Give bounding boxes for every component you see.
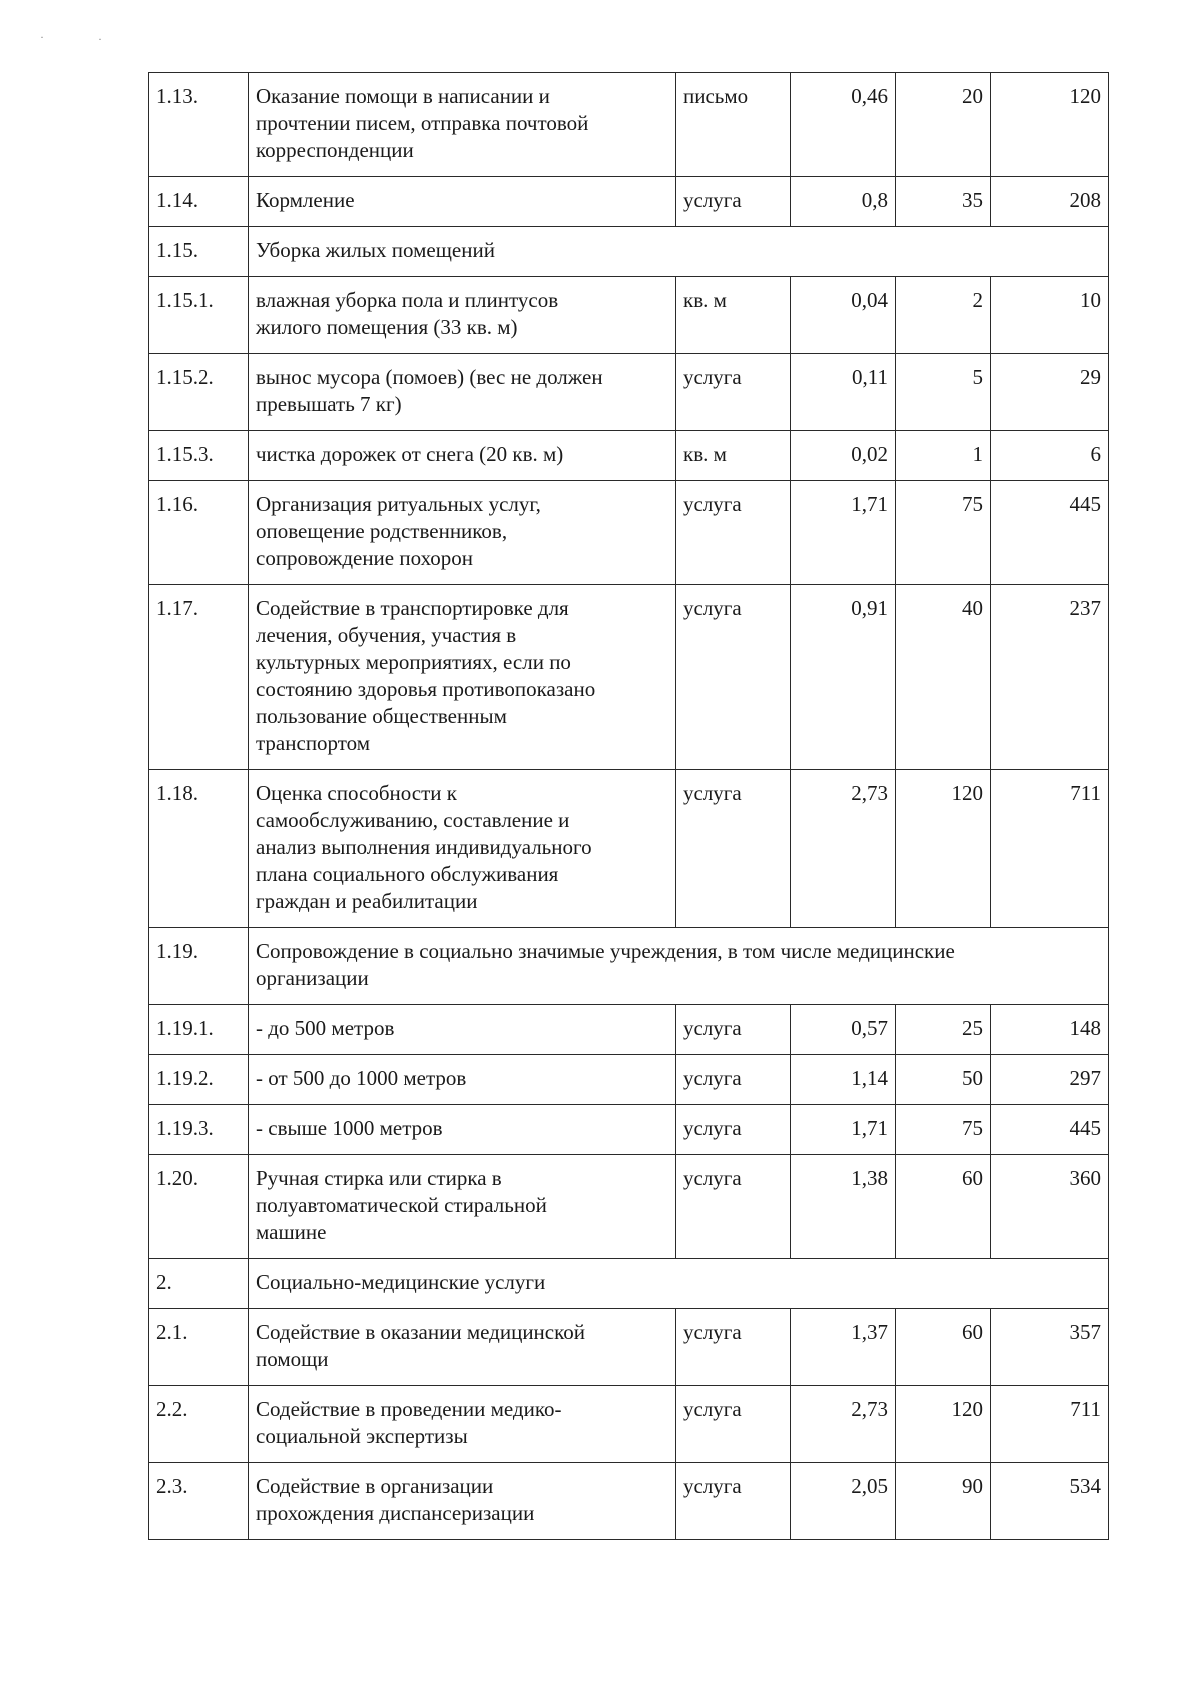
value-3-cell-text: 6 bbox=[1090, 442, 1101, 466]
service-name-cell bbox=[249, 177, 676, 227]
row-number-cell-text: 1.15.2. bbox=[156, 365, 214, 389]
service-name-cell bbox=[249, 1105, 676, 1155]
row-number-cell-text: 2.1. bbox=[156, 1320, 188, 1344]
value-2-cell-text: 90 bbox=[962, 1474, 983, 1498]
table-body bbox=[149, 73, 1109, 1540]
unit-cell bbox=[676, 277, 791, 354]
service-name-cell-text: - до 500 метров bbox=[256, 1016, 395, 1040]
service-name-cell bbox=[249, 585, 676, 770]
value-3-cell bbox=[991, 481, 1109, 585]
value-2-cell bbox=[896, 1386, 991, 1463]
table-row bbox=[149, 585, 1109, 770]
scan-speck: · bbox=[40, 30, 44, 44]
value-1-cell-text: 0,8 bbox=[861, 188, 888, 212]
unit-cell-text: кв. м bbox=[683, 288, 727, 312]
row-number-cell bbox=[149, 1309, 249, 1386]
row-number-cell-text: 1.20. bbox=[156, 1166, 198, 1190]
service-name-cell bbox=[249, 1005, 676, 1055]
row-number-cell bbox=[149, 1055, 249, 1105]
value-3-cell-text: 445 bbox=[1069, 492, 1101, 516]
row-number-cell bbox=[149, 431, 249, 481]
value-2-cell-text: 60 bbox=[962, 1320, 983, 1344]
table-row bbox=[149, 277, 1109, 354]
service-name-cell-text: чистка дорожек от снега (20 кв. м) bbox=[256, 442, 564, 466]
service-name-cell bbox=[249, 481, 676, 585]
value-1-cell bbox=[791, 1155, 896, 1259]
row-number-cell-text: 2. bbox=[156, 1270, 172, 1294]
section-title-cell-text: Уборка жилых помещений bbox=[256, 238, 495, 262]
unit-cell-text: услуга bbox=[683, 596, 742, 620]
value-2-cell bbox=[896, 770, 991, 928]
row-number-cell bbox=[149, 354, 249, 431]
row-number-cell bbox=[149, 1259, 249, 1309]
row-number-cell-text: 1.16. bbox=[156, 492, 198, 516]
table-row bbox=[149, 1463, 1109, 1540]
value-2-cell-text: 35 bbox=[962, 188, 983, 212]
value-3-cell-text: 10 bbox=[1080, 288, 1101, 312]
service-name-cell bbox=[249, 354, 676, 431]
value-3-cell bbox=[991, 1155, 1109, 1259]
value-2-cell bbox=[896, 481, 991, 585]
unit-cell-text: кв. м bbox=[683, 442, 727, 466]
unit-cell-text: услуга bbox=[683, 1066, 742, 1090]
value-1-cell bbox=[791, 1463, 896, 1540]
table-row bbox=[149, 1005, 1109, 1055]
row-number-cell-text: 1.19.3. bbox=[156, 1116, 214, 1140]
value-3-cell-text: 360 bbox=[1069, 1166, 1101, 1190]
value-2-cell bbox=[896, 431, 991, 481]
unit-cell bbox=[676, 73, 791, 177]
table-row bbox=[149, 1386, 1109, 1463]
value-3-cell-text: 445 bbox=[1069, 1116, 1101, 1140]
value-1-cell-text: 1,14 bbox=[851, 1066, 888, 1090]
value-3-cell-text: 148 bbox=[1069, 1016, 1101, 1040]
value-2-cell-text: 50 bbox=[962, 1066, 983, 1090]
services-table bbox=[148, 72, 1109, 1540]
value-2-cell bbox=[896, 1005, 991, 1055]
service-name-cell bbox=[249, 277, 676, 354]
unit-cell bbox=[676, 1005, 791, 1055]
service-name-cell-text: Кормление bbox=[256, 188, 355, 212]
service-name-cell-text: Содействие в организации прохождения диспансеризации bbox=[256, 1474, 535, 1525]
row-number-cell bbox=[149, 770, 249, 928]
value-3-cell bbox=[991, 1463, 1109, 1540]
table-row bbox=[149, 73, 1109, 177]
service-name-cell bbox=[249, 1055, 676, 1105]
value-2-cell-text: 120 bbox=[951, 1397, 983, 1421]
table-row bbox=[149, 1105, 1109, 1155]
value-1-cell bbox=[791, 585, 896, 770]
unit-cell-text: услуга bbox=[683, 365, 742, 389]
service-name-cell-text: Содействие в транспортировке для лечения, обучения, участия в культурных мероприятиях, если по состоянию здоровья противопоказано пользование общественным транспортом bbox=[256, 596, 596, 755]
value-2-cell bbox=[896, 1055, 991, 1105]
section-title-cell bbox=[249, 928, 1109, 1005]
value-3-cell-text: 534 bbox=[1069, 1474, 1101, 1498]
service-name-cell bbox=[249, 1155, 676, 1259]
value-3-cell bbox=[991, 354, 1109, 431]
row-number-cell bbox=[149, 481, 249, 585]
row-number-cell-text: 1.15. bbox=[156, 238, 198, 262]
value-3-cell-text: 237 bbox=[1069, 596, 1101, 620]
table-row bbox=[149, 227, 1109, 277]
service-name-cell-text: вынос мусора (помоев) (вес не должен превышать 7 кг) bbox=[256, 365, 603, 416]
value-1-cell bbox=[791, 1105, 896, 1155]
row-number-cell-text: 1.19.1. bbox=[156, 1016, 214, 1040]
value-1-cell-text: 0,04 bbox=[851, 288, 888, 312]
value-2-cell bbox=[896, 177, 991, 227]
unit-cell-text: услуга bbox=[683, 1397, 742, 1421]
row-number-cell bbox=[149, 928, 249, 1005]
unit-cell-text: услуга bbox=[683, 1474, 742, 1498]
value-1-cell bbox=[791, 770, 896, 928]
value-2-cell-text: 60 bbox=[962, 1166, 983, 1190]
value-2-cell-text: 5 bbox=[972, 365, 983, 389]
value-2-cell-text: 1 bbox=[972, 442, 983, 466]
row-number-cell-text: 1.15.3. bbox=[156, 442, 214, 466]
service-name-cell bbox=[249, 1309, 676, 1386]
row-number-cell-text: 1.19. bbox=[156, 939, 198, 963]
value-2-cell bbox=[896, 1155, 991, 1259]
unit-cell bbox=[676, 354, 791, 431]
value-3-cell bbox=[991, 177, 1109, 227]
value-3-cell bbox=[991, 585, 1109, 770]
table-row bbox=[149, 431, 1109, 481]
value-2-cell bbox=[896, 585, 991, 770]
row-number-cell-text: 1.19.2. bbox=[156, 1066, 214, 1090]
table-row bbox=[149, 1055, 1109, 1105]
value-3-cell bbox=[991, 431, 1109, 481]
section-title-cell bbox=[249, 1259, 1109, 1309]
value-2-cell-text: 75 bbox=[962, 492, 983, 516]
service-name-cell-text: влажная уборка пола и плинтусов жилого помещения (33 кв. м) bbox=[256, 288, 559, 339]
service-name-cell bbox=[249, 431, 676, 481]
value-1-cell bbox=[791, 1386, 896, 1463]
value-2-cell-text: 75 bbox=[962, 1116, 983, 1140]
value-2-cell bbox=[896, 1309, 991, 1386]
row-number-cell-text: 1.17. bbox=[156, 596, 198, 620]
unit-cell-text: услуга bbox=[683, 492, 742, 516]
value-1-cell-text: 2,05 bbox=[851, 1474, 888, 1498]
value-1-cell bbox=[791, 481, 896, 585]
value-3-cell bbox=[991, 1105, 1109, 1155]
value-1-cell bbox=[791, 73, 896, 177]
row-number-cell bbox=[149, 227, 249, 277]
value-2-cell bbox=[896, 354, 991, 431]
service-name-cell-text: Оказание помощи в написании и прочтении писем, отправка почтовой корреспонденции bbox=[256, 84, 589, 162]
row-number-cell bbox=[149, 277, 249, 354]
service-name-cell bbox=[249, 770, 676, 928]
value-1-cell-text: 1,38 bbox=[851, 1166, 888, 1190]
row-number-cell-text: 1.18. bbox=[156, 781, 198, 805]
value-3-cell bbox=[991, 770, 1109, 928]
value-1-cell bbox=[791, 277, 896, 354]
value-3-cell-text: 711 bbox=[1070, 781, 1101, 805]
table-row bbox=[149, 770, 1109, 928]
row-number-cell bbox=[149, 1386, 249, 1463]
row-number-cell bbox=[149, 73, 249, 177]
unit-cell bbox=[676, 1155, 791, 1259]
value-3-cell bbox=[991, 277, 1109, 354]
value-1-cell bbox=[791, 177, 896, 227]
value-1-cell bbox=[791, 1005, 896, 1055]
value-3-cell-text: 29 bbox=[1080, 365, 1101, 389]
row-number-cell-text: 2.3. bbox=[156, 1474, 188, 1498]
service-name-cell-text: - свыше 1000 метров bbox=[256, 1116, 443, 1140]
value-1-cell bbox=[791, 1055, 896, 1105]
section-title-cell-text: Социально-медицинские услуги bbox=[256, 1270, 546, 1294]
value-2-cell bbox=[896, 73, 991, 177]
value-1-cell-text: 2,73 bbox=[851, 781, 888, 805]
value-1-cell bbox=[791, 431, 896, 481]
row-number-cell bbox=[149, 1155, 249, 1259]
value-1-cell-text: 0,91 bbox=[851, 596, 888, 620]
table-row bbox=[149, 177, 1109, 227]
service-name-cell-text: - от 500 до 1000 метров bbox=[256, 1066, 467, 1090]
unit-cell bbox=[676, 1309, 791, 1386]
value-3-cell bbox=[991, 1005, 1109, 1055]
row-number-cell-text: 2.2. bbox=[156, 1397, 188, 1421]
service-name-cell bbox=[249, 1386, 676, 1463]
value-1-cell bbox=[791, 354, 896, 431]
unit-cell-text: услуга bbox=[683, 1166, 742, 1190]
row-number-cell-text: 1.14. bbox=[156, 188, 198, 212]
value-3-cell-text: 711 bbox=[1070, 1397, 1101, 1421]
unit-cell-text: услуга bbox=[683, 1116, 742, 1140]
unit-cell bbox=[676, 1055, 791, 1105]
row-number-cell bbox=[149, 585, 249, 770]
value-2-cell-text: 120 bbox=[951, 781, 983, 805]
value-1-cell bbox=[791, 1309, 896, 1386]
unit-cell bbox=[676, 1386, 791, 1463]
scan-speck: · bbox=[98, 32, 102, 46]
value-1-cell-text: 1,71 bbox=[851, 1116, 888, 1140]
section-title-cell bbox=[249, 227, 1109, 277]
table-row bbox=[149, 1259, 1109, 1309]
row-number-cell-text: 1.13. bbox=[156, 84, 198, 108]
table-row bbox=[149, 1309, 1109, 1386]
table-row bbox=[149, 1155, 1109, 1259]
value-3-cell bbox=[991, 1055, 1109, 1105]
table-row bbox=[149, 481, 1109, 585]
value-1-cell-text: 1,71 bbox=[851, 492, 888, 516]
table-row bbox=[149, 354, 1109, 431]
service-name-cell-text: Оценка способности к самообслуживанию, составление и анализ выполнения индивидуального плана социального обслуживания граждан и реабилитации bbox=[256, 781, 592, 913]
value-1-cell-text: 0,11 bbox=[852, 365, 888, 389]
service-name-cell-text: Содействие в проведении медико- социальной экспертизы bbox=[256, 1397, 562, 1448]
value-1-cell-text: 1,37 bbox=[851, 1320, 888, 1344]
value-1-cell-text: 0,02 bbox=[851, 442, 888, 466]
value-1-cell-text: 0,46 bbox=[851, 84, 888, 108]
unit-cell-text: письмо bbox=[683, 84, 749, 108]
unit-cell-text: услуга bbox=[683, 781, 742, 805]
row-number-cell bbox=[149, 1105, 249, 1155]
value-3-cell bbox=[991, 1386, 1109, 1463]
unit-cell-text: услуга bbox=[683, 1320, 742, 1344]
row-number-cell bbox=[149, 1005, 249, 1055]
unit-cell bbox=[676, 585, 791, 770]
value-2-cell-text: 25 bbox=[962, 1016, 983, 1040]
value-2-cell bbox=[896, 277, 991, 354]
value-3-cell-text: 297 bbox=[1069, 1066, 1101, 1090]
unit-cell bbox=[676, 177, 791, 227]
section-title-cell-text: Сопровождение в социально значимые учреждения, в том числе медицинские организации bbox=[256, 939, 955, 990]
value-1-cell-text: 2,73 bbox=[851, 1397, 888, 1421]
value-3-cell bbox=[991, 73, 1109, 177]
service-name-cell-text: Ручная стирка или стирка в полуавтоматической стиральной машине bbox=[256, 1166, 547, 1244]
unit-cell bbox=[676, 431, 791, 481]
unit-cell bbox=[676, 1463, 791, 1540]
service-name-cell-text: Организация ритуальных услуг, оповещение родственников, сопровождение похорон bbox=[256, 492, 541, 570]
value-2-cell bbox=[896, 1105, 991, 1155]
value-3-cell-text: 208 bbox=[1069, 188, 1101, 212]
value-3-cell-text: 120 bbox=[1069, 84, 1101, 108]
value-3-cell bbox=[991, 1309, 1109, 1386]
value-2-cell-text: 2 bbox=[972, 288, 983, 312]
value-2-cell-text: 40 bbox=[962, 596, 983, 620]
value-3-cell-text: 357 bbox=[1069, 1320, 1101, 1344]
table-row bbox=[149, 928, 1109, 1005]
service-name-cell bbox=[249, 1463, 676, 1540]
unit-cell-text: услуга bbox=[683, 1016, 742, 1040]
value-2-cell-text: 20 bbox=[962, 84, 983, 108]
unit-cell bbox=[676, 481, 791, 585]
unit-cell bbox=[676, 770, 791, 928]
row-number-cell-text: 1.15.1. bbox=[156, 288, 214, 312]
row-number-cell bbox=[149, 177, 249, 227]
value-2-cell bbox=[896, 1463, 991, 1540]
value-1-cell-text: 0,57 bbox=[851, 1016, 888, 1040]
unit-cell-text: услуга bbox=[683, 188, 742, 212]
service-name-cell-text: Содействие в оказании медицинской помощи bbox=[256, 1320, 585, 1371]
unit-cell bbox=[676, 1105, 791, 1155]
row-number-cell bbox=[149, 1463, 249, 1540]
service-name-cell bbox=[249, 73, 676, 177]
